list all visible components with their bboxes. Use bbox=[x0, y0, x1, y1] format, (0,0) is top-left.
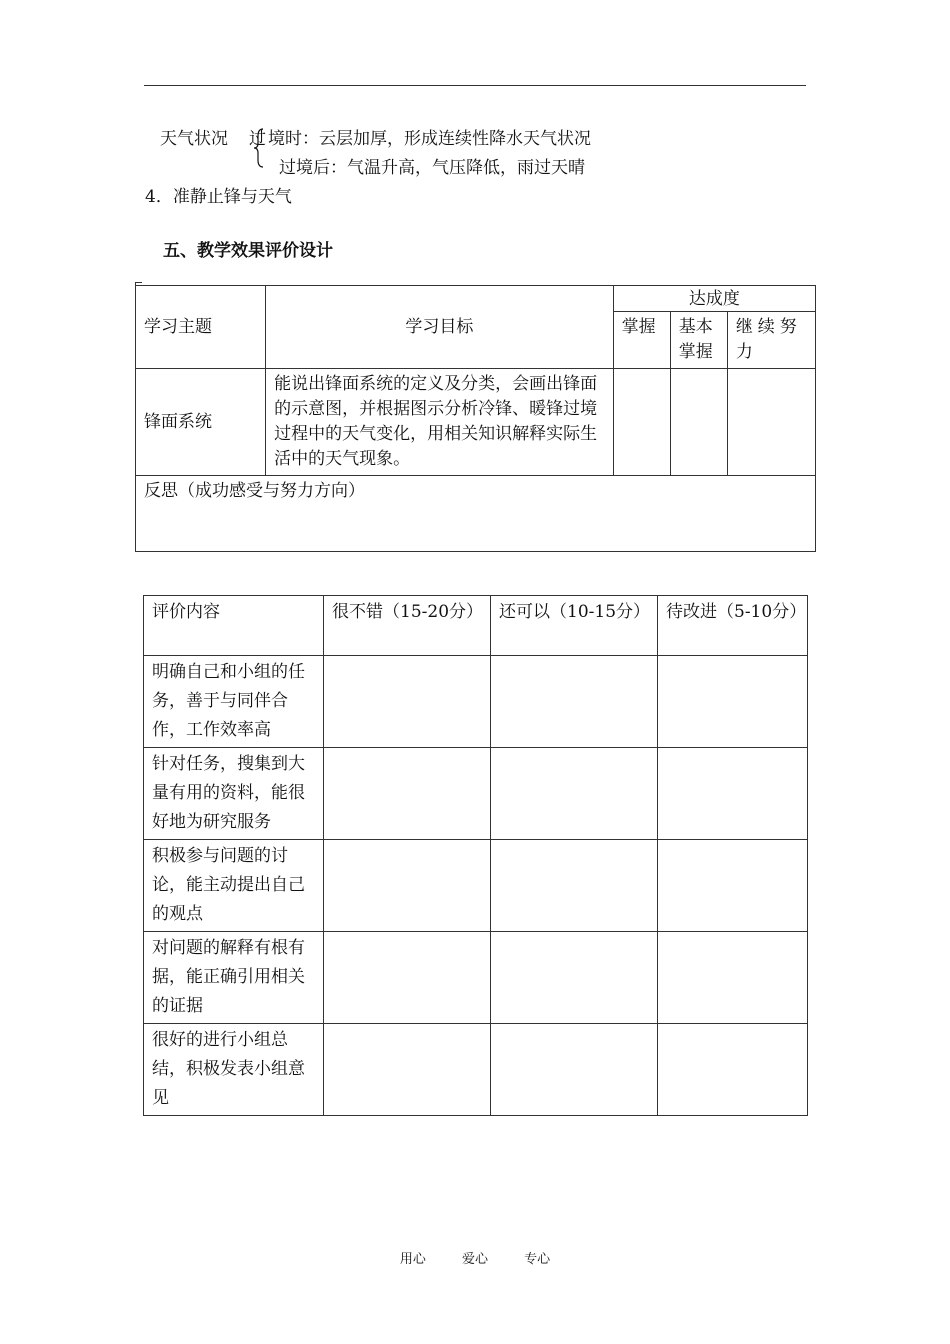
eval-cell bbox=[491, 840, 658, 932]
footer-text: 爱心 bbox=[461, 1252, 488, 1267]
row-goal: 能说出锋面系统的定义及分类，会画出锋面的示意图，并根据图示分析冷锋、暖锋过境过程中的天气变化，用相关知识解释实际生活中的天气现象。 bbox=[266, 369, 613, 476]
page-footer bbox=[0, 1248, 950, 1267]
footer-text: 专心 bbox=[524, 1252, 551, 1267]
reflection-cell: 反思（成功感受与努力方向） bbox=[136, 476, 816, 552]
eval-row-item: 积极参与问题的讨论，能主动提出自己的观点 bbox=[144, 840, 324, 932]
eval-cell bbox=[491, 656, 658, 748]
weather-after: 过境后：气温升高，气压降低，雨过天晴 bbox=[279, 158, 585, 178]
eval-row-item: 针对任务，搜集到大量有用的资料，能很好地为研究服务 bbox=[144, 748, 324, 840]
weather-during: 境时：云层加厚，形成连续性降水天气状况 bbox=[268, 129, 591, 149]
row-basic-cell bbox=[670, 369, 727, 476]
eval-cell bbox=[324, 748, 491, 840]
header-master: 掌握 bbox=[613, 312, 670, 369]
eval-cell bbox=[324, 656, 491, 748]
eval-cell bbox=[324, 932, 491, 1024]
eval-cell bbox=[324, 840, 491, 932]
eval-header-improve: 待改进（5-10分） bbox=[658, 596, 808, 656]
eval-cell bbox=[658, 932, 808, 1024]
row-master-cell bbox=[613, 369, 670, 476]
eval-header-content: 评价内容 bbox=[144, 596, 324, 656]
header-reach: 达成度 bbox=[613, 286, 815, 312]
eval-cell bbox=[658, 656, 808, 748]
weather-during-prefix: 过 bbox=[249, 129, 266, 149]
eval-header-great: 很不错（15-20分） bbox=[324, 596, 491, 656]
eval-cell bbox=[658, 1024, 808, 1116]
eval-row-item: 很好的进行小组总结，积极发表小组意见 bbox=[144, 1024, 324, 1116]
eval-cell bbox=[491, 748, 658, 840]
row-continue-cell bbox=[727, 369, 815, 476]
header-goal: 学习目标 bbox=[266, 286, 613, 369]
eval-cell bbox=[658, 840, 808, 932]
eval-cell bbox=[491, 932, 658, 1024]
eval-cell bbox=[491, 1024, 658, 1116]
header-continue: 继续努力 bbox=[727, 312, 815, 369]
section-5-heading: 五、教学效果评价设计 bbox=[163, 241, 333, 261]
row-topic: 锋面系统 bbox=[136, 369, 266, 476]
eval-cell bbox=[324, 1024, 491, 1116]
eval-row-item: 明确自己和小组的任务，善于与同伴合作，工作效率高 bbox=[144, 656, 324, 748]
eval-header-ok: 还可以（10-15分） bbox=[491, 596, 658, 656]
weather-label: 天气状况 bbox=[160, 129, 228, 149]
header-basic: 基本掌握 bbox=[670, 312, 727, 369]
eval-row-item: 对问题的解释有根有据，能正确引用相关的证据 bbox=[144, 932, 324, 1024]
footer-text: 用心 bbox=[399, 1252, 426, 1267]
evaluation-table bbox=[143, 595, 808, 1116]
section-4-title: 4．准静止锋与天气 bbox=[145, 187, 292, 207]
eval-cell bbox=[658, 748, 808, 840]
header-rule bbox=[144, 85, 806, 86]
goal-table bbox=[135, 285, 816, 552]
header-topic: 学习主题 bbox=[136, 286, 266, 369]
brace-icon bbox=[254, 128, 264, 168]
